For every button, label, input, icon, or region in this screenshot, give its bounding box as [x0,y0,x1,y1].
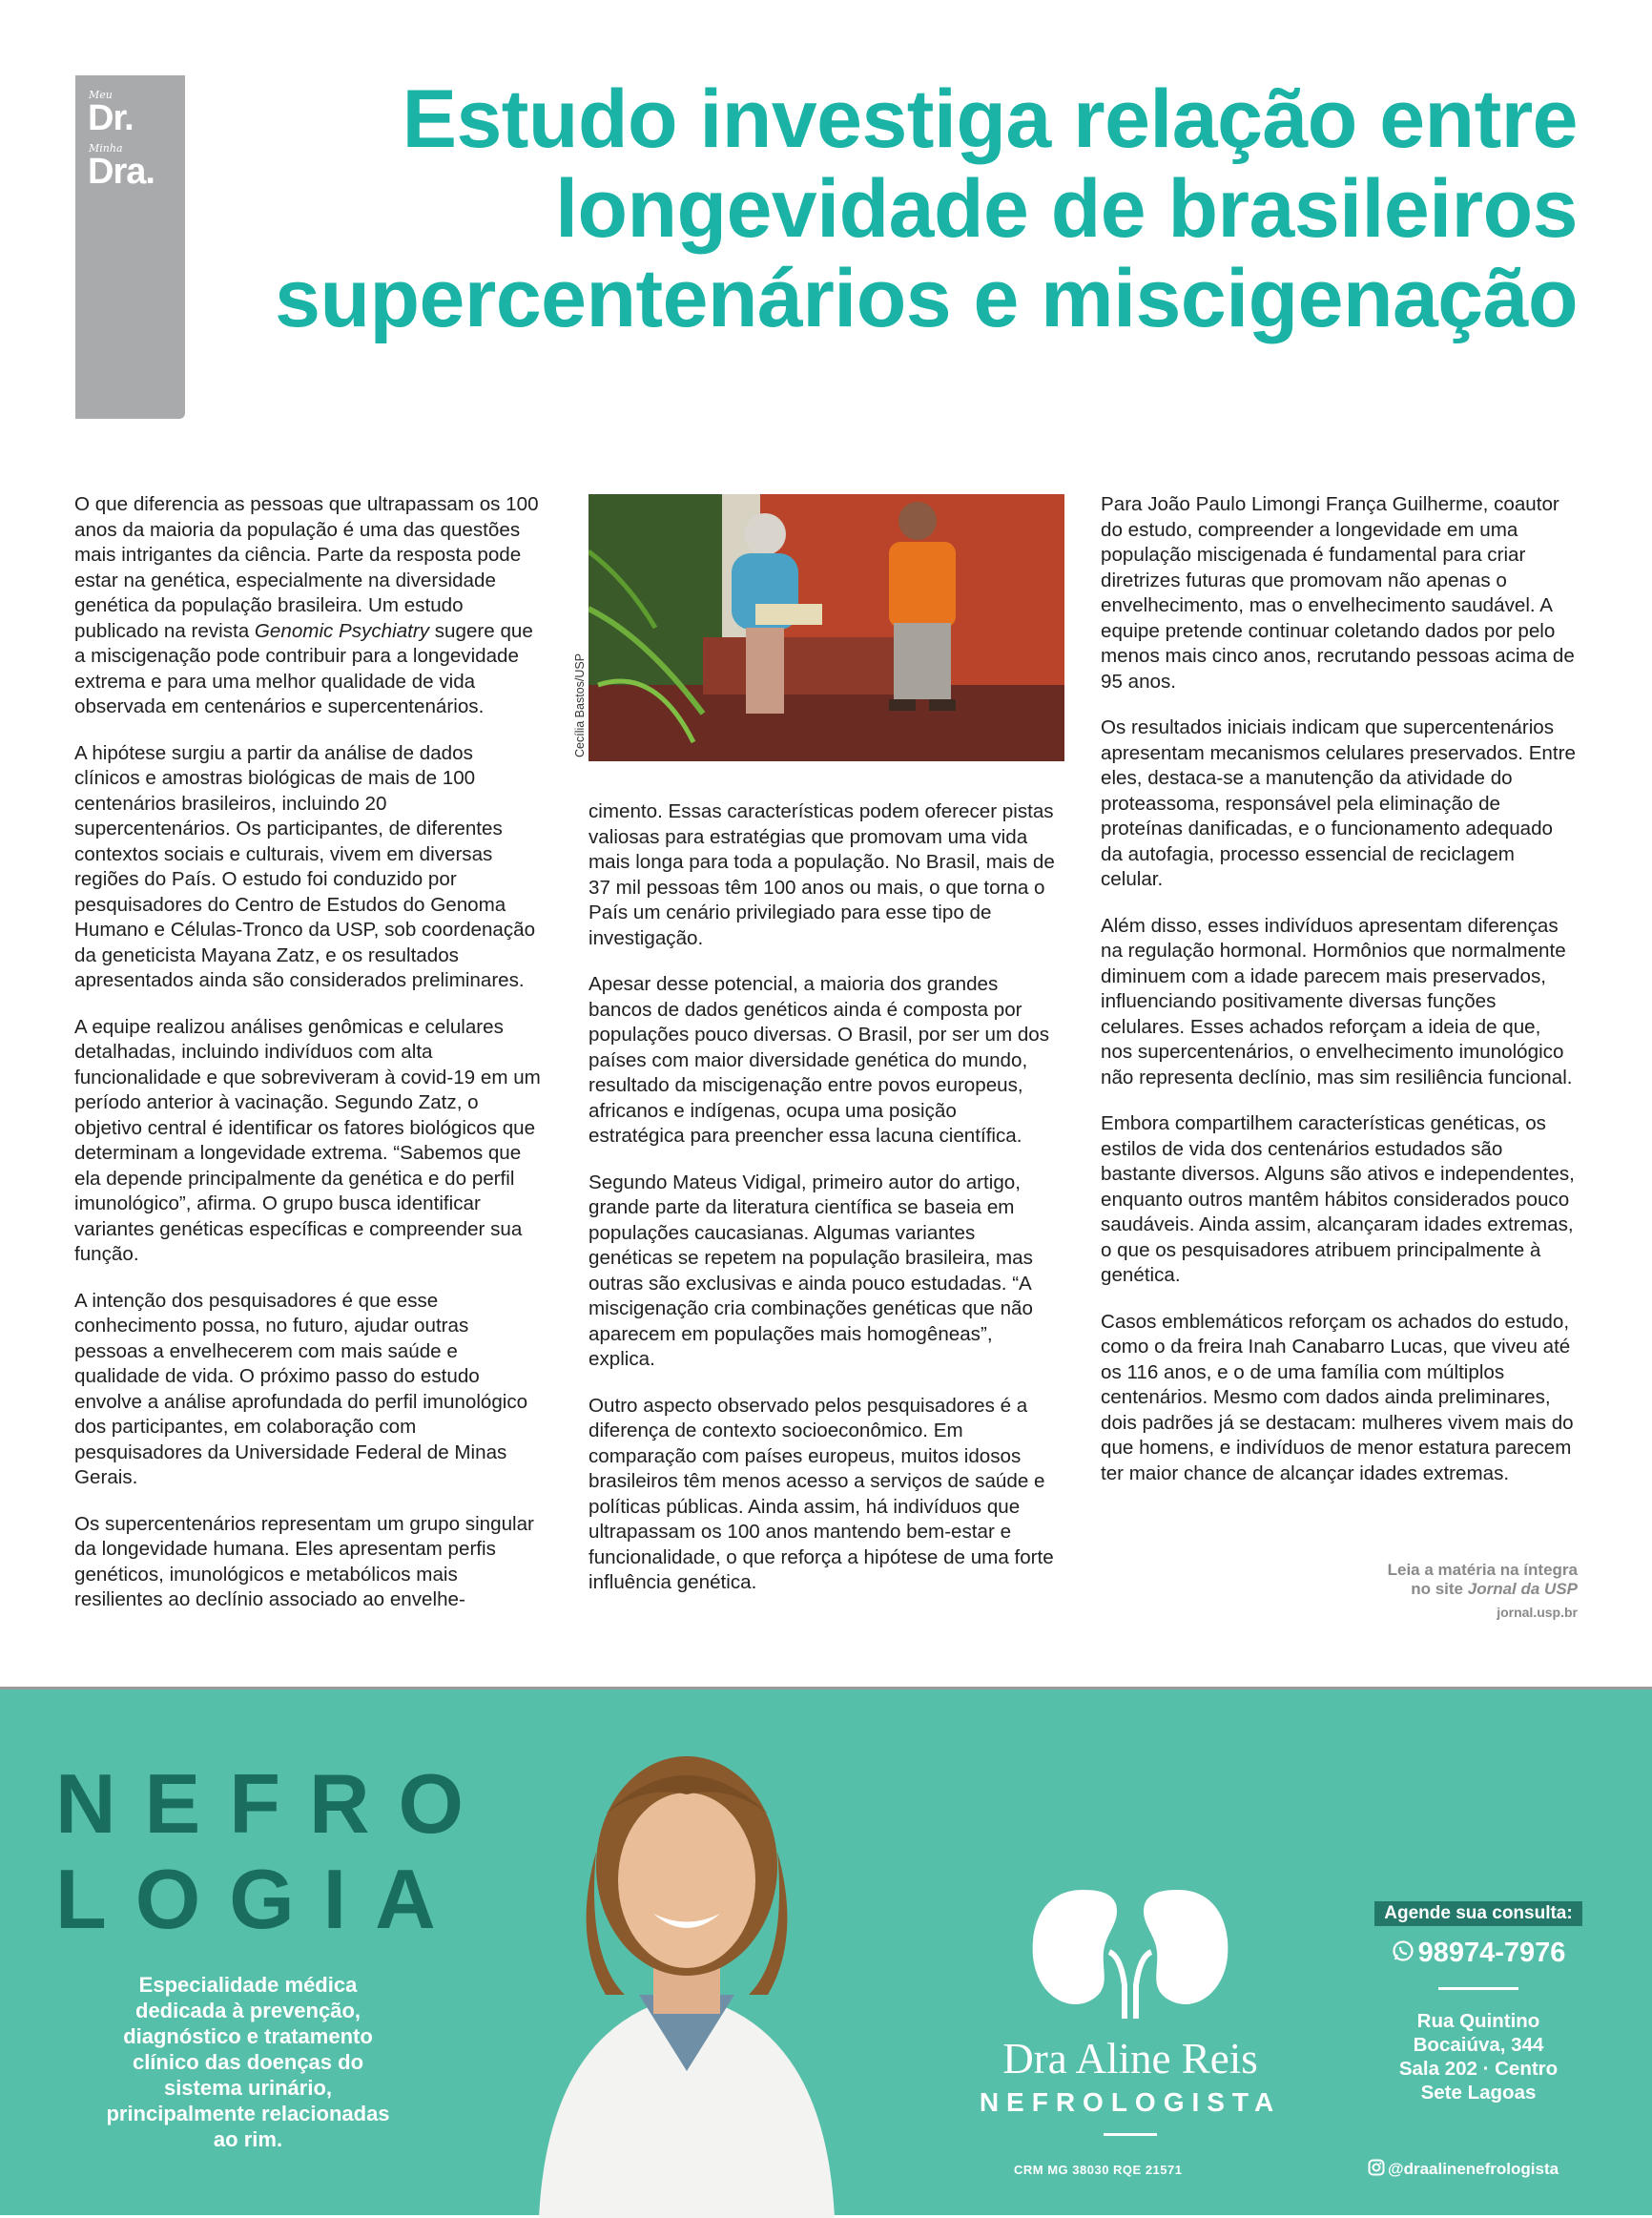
paragraph: Segundo Mateus Vidigal, primeiro autor do artigo, grande parte da literatura científica se baseia em populações caucasianas. Algumas variantes genéticas se repetem na população brasileira, mas outras são exclusivas e ainda pouco estudadas. “A miscigenação cria combinações genéticas que não aparecem em populações mais homogêneas”, explica. [589,1171,1033,1370]
address-line: Rua Quintino [1416,2009,1540,2032]
paragraph: Os supercentenários representam um grupo singular da longevidade humana. Eles apresentam perfis genéticos, imunológicos e metabólicos mais resilientes ao declínio associado ao envelhe- [74,1512,534,1610]
kidneys-logo-icon [1025,1880,1235,2023]
source-url[interactable]: jornal.usp.br [1497,1605,1578,1620]
paragraph: Outro aspecto observado pelos pesquisadores é a diferença de contexto socioeconômico. Em comparação com países europeus, muitos idosos brasileiros têm menos acesso a serviços de saúde e políticas públicas. Ainda assim, há indivíduos que ultrapassam os 100 anos mantendo bem-estar e funcionalidade, o que reforça a hipótese de uma forte influência genética. [589,1394,1054,1593]
paragraph: A equipe realizou análises genômicas e celulares detalhadas, incluindo indivíduos com alta funcionalidade e que sobreviveram à covid-19 em um período anterior à vacinação. Segundo Zatz, o objetivo central é identificar os fatores biológicos que determinam a longevidade extrema. “Sabemos que ela depende principalmente da genética e do perfil imunológico”, afirma. O grupo busca identificar variantes genéticas específicas e compreender sua função. [74,1015,541,1265]
paragraph [74,492,542,720]
paragraph: A hipótese surgiu a partir da análise de dados clínicos e amostras biológicas de mais de 100 centenários brasileiros, incluindo 20 supercentenários. Os participantes, de diferentes contextos sociais e culturais, vivem em diversas regiões do País. O estudo foi conduzido por pesquisadores do Centro de Estudos do Genoma Humano e Células-Tronco da USP, sob coordenação da geneticista Mayana Zatz, e os resultados apresentados ainda são considerados preliminares. [74,741,536,991]
address-line: Sete Lagoas [1420,2081,1537,2104]
ad-headline [55,1756,492,1947]
address-line: Bocaiúva, 344 [1413,2033,1544,2056]
photo-illustration [589,494,1064,761]
source-name: Jornal da USP [1467,1580,1578,1598]
section-tab-logo [75,75,185,419]
address-line: Sala 202 · Centro [1398,2057,1559,2080]
doctor-portrait [482,1709,892,2218]
address [1364,2009,1593,2104]
tab-small-text: Meu [89,89,113,101]
paragraph: Embora compartilhem características genéticas, os estilos de vida dos centenários estudados são bastante diversos. Alguns são ativos e independentes, enquanto outros mantêm hábitos considerados pouco saudáveis. Ainda assim, alcançaram idades extremas, o que os pesquisadores atribuem principalmente à genética. [1101,1112,1575,1286]
tab-dra-text: Dra. [88,152,155,192]
paragraph: Casos emblemáticos reforçam os achados do estudo, como o da freira Inah Canabarro Lucas, que viveu até os 116 anos, e o de uma família com múltiplos centenários. Mesmo com dados ainda preliminares, dois padrões já se destacam: mulheres vivem mais do que homens, e indivíduos de menor estatura parecem ter maior chance de alcançar idades extremas. [1101,1310,1574,1484]
read-more-note [1388,1561,1578,1622]
paragraph: Apesar desse potencial, a maioria dos grandes bancos de dados genéticos ainda é composta por populações pouco diversas. O Brasil, por ser um dos países com maior diversidade genética do mundo, resultado da miscigenação entre povos europeus, africanos e indígenas, ocupa uma posição estratégica para preencher essa lacuna científica. [589,973,1050,1147]
instagram-handle[interactable] [1368,2159,1559,2181]
instagram-icon [1368,2159,1385,2181]
phone-number[interactable] [1364,1938,1593,1970]
paragraph-text: O que diferencia as pessoas que ultrapassam os 100 anos da maioria da população é uma das questões mais intrigantes da ciência. Parte da resposta pode estar na genética, especialmente na diversidade genética da população brasileira. Um estudo publicado na revista [74,493,539,642]
paragraph: Os resultados iniciais indicam que supercentenários apresentam mecanismos celulares preservados. Entre eles, destaca-se a manutenção da atividade do proteassoma, responsável pela eliminação de proteínas danificadas, e o funcionamento adequado da autofagia, processo essencial de reciclagem celular. [1101,716,1576,890]
doctor-role: NEFROLOGISTA [979,2087,1282,2117]
paragraph: Para João Paulo Limongi França Guilherme, coautor do estudo, compreender a longevidade em uma população miscigenada é fundamental para criar diretrizes futuras que promovam não apenas o envelhecimento, mas o envelhecimento saudável. A equipe pretende continuar coletando dados por pelo menos mais cinco anos, recrutando pessoas acima de 95 anos. [1101,493,1575,693]
doctor-name: Dra Aline Reis [1002,2035,1258,2083]
paragraph: Além disso, esses indivíduos apresentam diferenças na regulação hormonal. Hormônios que normalmente diminuem com a idade parecem mais preservados, influenciando positivamente diversas funções celulares. Esses achados reforçam a ideia de que, nos supercentenários, o envelhecimento imunológico não representa declínio, mas sim resiliência funcional. [1101,914,1573,1088]
paragraph-text: sugere que a miscigenação pode contribuir para a longevidade extrema e para uma melhor qualidade de vida observada em centenários e supercentenários. [74,619,533,717]
article-column-3 [1101,492,1576,1507]
whatsapp-icon [1392,1938,1415,1970]
crm-registration: CRM MG 38030 RQE 21571 [1014,2163,1183,2177]
read-more-line: Leia a matéria na íntegra [1387,1561,1578,1579]
contact-block [1364,1901,1593,2104]
ad-headline-line: LOGIA [55,1852,465,1946]
read-more-line [1388,1580,1578,1599]
photo-credit: Cecília Bastos/USP [573,653,587,757]
tab-dr-text: Dr. [88,98,134,138]
article-column-1 [74,492,542,1634]
paragraph: cimento. Essas características podem oferecer pistas valiosas para estratégias que promovam uma vida mais longa para toda a população. No Brasil, mais de 37 mil pessoas têm 100 anos ou mais, o que torna o País um cenário privilegiado para esse tipo de investigação. [589,800,1055,949]
divider [1104,2133,1157,2136]
ad-headline-line: NEFRO [55,1756,492,1851]
paragraph: A intenção dos pesquisadores é que esse conhecimento possa, no futuro, ajudar outras pessoas a envelhecerem com mais saúde e qualidade de vida. O próximo passo do estudo envolve a análise aprofundada do perfil imunológico dos participantes, em colaboração com pesquisadores da Universidade Federal de Minas Gerais. [74,1289,528,1488]
read-more-text: no site [1411,1580,1468,1598]
divider [1438,1987,1518,1990]
tab-small-text: Minha [89,142,123,155]
phone-text: 98974-7976 [1417,1938,1566,1968]
specialty-description: Especialidade médica dedicada à prevenção, diagnóstico e tratamento clínico das doenças do sistema urinário, principalmente relacionadas ao rim. [106,1973,390,2151]
advertisement-banner [0,1687,1652,2215]
doctor-brand [940,1880,1321,2136]
schedule-label: Agende sua consulta: [1374,1901,1581,1926]
elderly-couple-photo [589,494,1064,761]
instagram-text: @draalinenefrologista [1388,2159,1559,2178]
journal-name: Genomic Psychiatry [254,619,430,642]
article-title: Estudo investiga relação entre longevidade de brasileiros supercentenários e miscigenação [275,73,1578,344]
